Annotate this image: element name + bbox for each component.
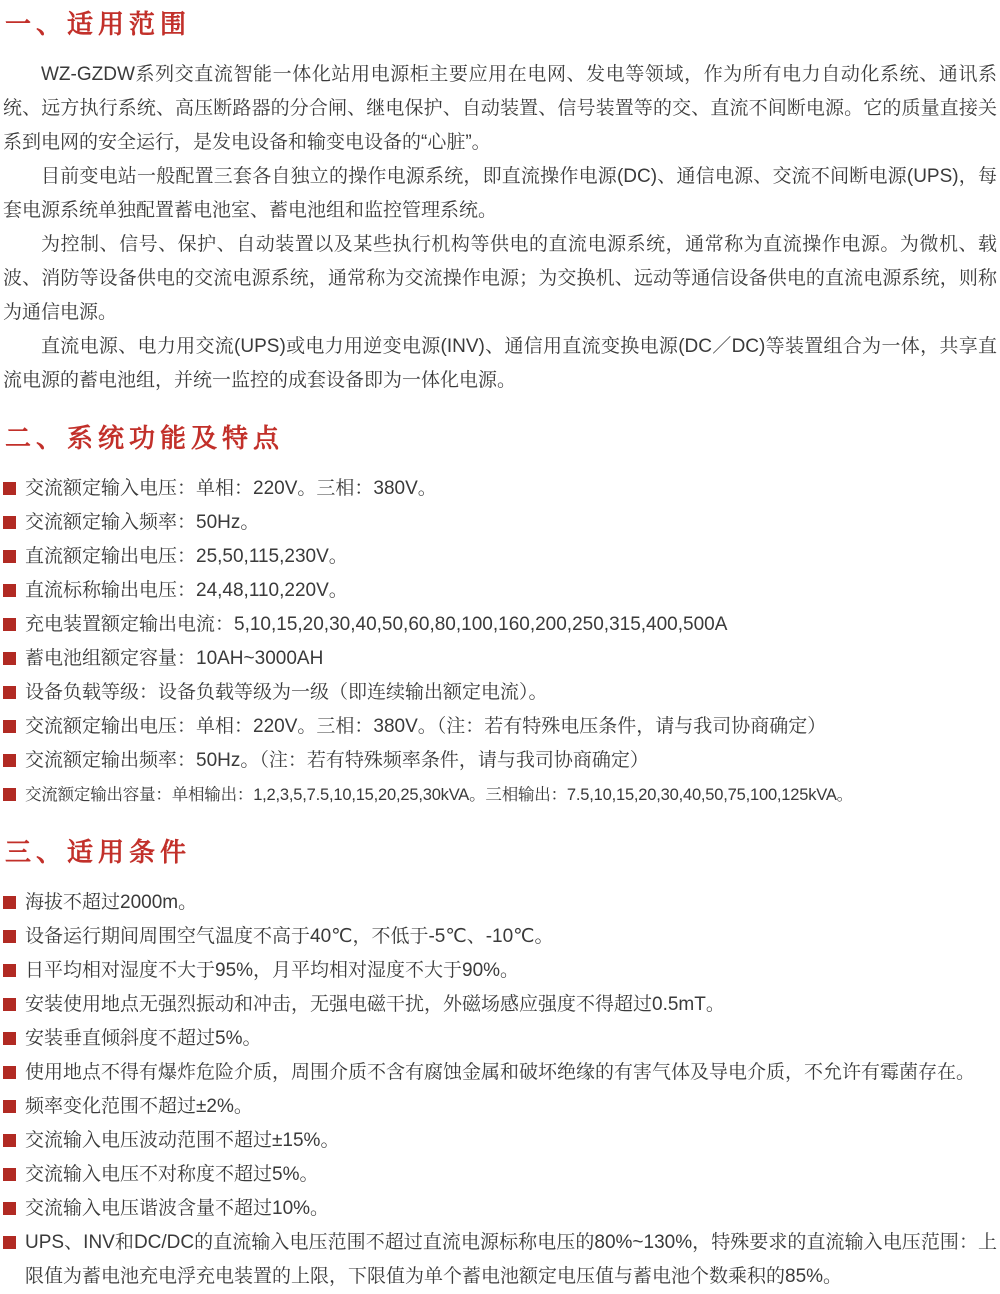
bullet-text: 海拔不超过2000m。: [25, 892, 198, 913]
red-square-bullet-icon: [3, 998, 16, 1011]
bullet-text: 交流输入电压波动范围不超过±15%。: [25, 1130, 340, 1151]
bullet-text: UPS、INV和DC/DC的直流输入电压范围不超过直流电源标称电压的80%~130%，特殊要求的直流输入电压范围：上限值为蓄电池充电浮充电装置的上限，下限值为单个蓄电池额定电压值与蓄电池个数乘积的85%。: [25, 1232, 997, 1287]
feature-bullet-list: [3, 472, 997, 812]
body-paragraph: 目前变电站一般配置三套各自独立的操作电源系统，即直流操作电源(DC)、通信电源、交流不间断电源(UPS)，每套电源系统单独配置蓄电池室、蓄电池组和监控管理系统。: [3, 166, 997, 221]
red-square-bullet-icon: [3, 482, 16, 495]
section-title: 一、适用范围: [5, 9, 192, 39]
section-body-paragraphs: [3, 58, 997, 398]
bullet-item: [3, 1022, 997, 1056]
bullet-text: 使用地点不得有爆炸危险介质，周围介质不含有腐蚀金属和破坏绝缘的有害气体及导电介质，不允许有霉菌存在。: [25, 1062, 976, 1083]
red-square-bullet-icon: [3, 1100, 16, 1113]
red-square-bullet-icon: [3, 1168, 16, 1181]
red-square-bullet-icon: [3, 964, 16, 977]
red-square-bullet-icon: [3, 1066, 16, 1079]
bullet-text: 设备运行期间周围空气温度不高于40℃，不低于-5℃、-10℃。: [25, 926, 554, 947]
bullet-item: [3, 472, 997, 506]
bullet-text: 交流输入电压不对称度不超过5%。: [25, 1164, 319, 1185]
bullet-item: [3, 642, 997, 676]
bullet-text: 直流标称输出电压：24,48,110,220V。: [25, 580, 348, 601]
bullet-text: 频率变化范围不超过±2%。: [25, 1096, 253, 1117]
bullet-item: [3, 676, 997, 710]
bullet-item: [3, 988, 997, 1022]
section-scope-of-application: [3, 8, 997, 398]
red-square-bullet-icon: [3, 1202, 16, 1215]
bullet-item: [3, 886, 997, 920]
bullet-text: 交流额定输入频率：50Hz。: [25, 512, 260, 533]
bullet-text: 直流额定输出电压：25,50,115,230V。: [25, 546, 348, 567]
bullet-item: [3, 954, 997, 988]
bullet-text: 交流输入电压谐波含量不超过10%。: [25, 1198, 330, 1219]
bullet-item: [3, 778, 997, 812]
red-square-bullet-icon: [3, 896, 16, 909]
section-title: 二、系统功能及特点: [5, 423, 285, 453]
body-paragraph: 直流电源、电力用交流(UPS)或电力用逆变电源(INV)、通信用直流变换电源(DC／DC)等装置组合为一体，共享直流电源的蓄电池组，并统一监控的成套设备即为一体化电源。: [3, 336, 997, 391]
section-applicable-conditions: [3, 836, 997, 1294]
bullet-text: 设备负载等级：设备负载等级为一级（即连续输出额定电流）。: [25, 682, 548, 703]
bullet-item: [3, 574, 997, 608]
section-title: 三、适用条件: [5, 837, 192, 867]
red-square-bullet-icon: [3, 788, 16, 801]
bullet-item: [3, 1124, 997, 1158]
bullet-item: [3, 710, 997, 744]
condition-bullet-list: [3, 886, 997, 1294]
red-square-bullet-icon: [3, 1134, 16, 1147]
bullet-item: [3, 920, 997, 954]
bullet-item: [3, 744, 997, 778]
bullet-item: [3, 1056, 997, 1090]
red-square-bullet-icon: [3, 754, 16, 767]
red-square-bullet-icon: [3, 584, 16, 597]
bullet-text: 安装垂直倾斜度不超过5%。: [25, 1028, 262, 1049]
bullet-text: 日平均相对湿度不大于95%，月平均相对湿度不大于90%。: [25, 960, 520, 981]
bullet-text: 交流额定输入电压：单相：220V。三相：380V。: [25, 478, 437, 499]
red-square-bullet-icon: [3, 720, 16, 733]
bullet-item: [3, 1090, 997, 1124]
bullet-text: 充电装置额定输出电流：5,10,15,20,30,40,50,60,80,100,160,200,250,315,400,500A: [25, 614, 728, 635]
section-system-functions-features: [3, 422, 997, 812]
red-square-bullet-icon: [3, 930, 16, 943]
bullet-item: [3, 1158, 997, 1192]
bullet-item: [3, 506, 997, 540]
bullet-text: 交流额定输出电压：单相：220V。三相：380V。（注：若有特殊电压条件，请与我司协商确定）: [25, 716, 827, 737]
body-paragraph: 为控制、信号、保护、自动装置以及某些执行机构等供电的直流电源系统，通常称为直流操作电源。为微机、载波、消防等设备供电的交流电源系统，通常称为交流操作电源；为交换机、远动等通信设备供电的直流电源系统，则称为通信电源。: [3, 234, 997, 323]
bullet-item: [3, 540, 997, 574]
bullet-item: [3, 1192, 997, 1226]
red-square-bullet-icon: [3, 1236, 16, 1249]
bullet-text: 交流额定输出容量：单相输出：1,2,3,5,7.5,10,15,20,25,30kVA。三相输出：7.5,10,15,20,30,40,50,75,100,125kVA。: [25, 786, 853, 804]
bullet-text: 交流额定输出频率：50Hz。（注：若有特殊频率条件，请与我司协商确定）: [25, 750, 649, 771]
red-square-bullet-icon: [3, 652, 16, 665]
red-square-bullet-icon: [3, 550, 16, 563]
body-paragraph: WZ-GZDW系列交直流智能一体化站用电源柜主要应用在电网、发电等领域，作为所有电力自动化系统、通讯系统、远方执行系统、高压断路器的分合闸、继电保护、自动装置、信号装置等的交、直流不间断电源。它的质量直接关系到电网的安全运行，是发电设备和输变电设备的“心脏”。: [3, 64, 997, 153]
red-square-bullet-icon: [3, 1032, 16, 1045]
red-square-bullet-icon: [3, 686, 16, 699]
bullet-text: 安装使用地点无强烈振动和冲击，无强电磁干扰，外磁场感应强度不得超过0.5mT。: [25, 994, 725, 1015]
catalog-document-page: [3, 8, 997, 1294]
bullet-text: 蓄电池组额定容量：10AH~3000AH: [25, 648, 324, 669]
bullet-item: [3, 1226, 997, 1294]
red-square-bullet-icon: [3, 618, 16, 631]
red-square-bullet-icon: [3, 516, 16, 529]
bullet-item: [3, 608, 997, 642]
